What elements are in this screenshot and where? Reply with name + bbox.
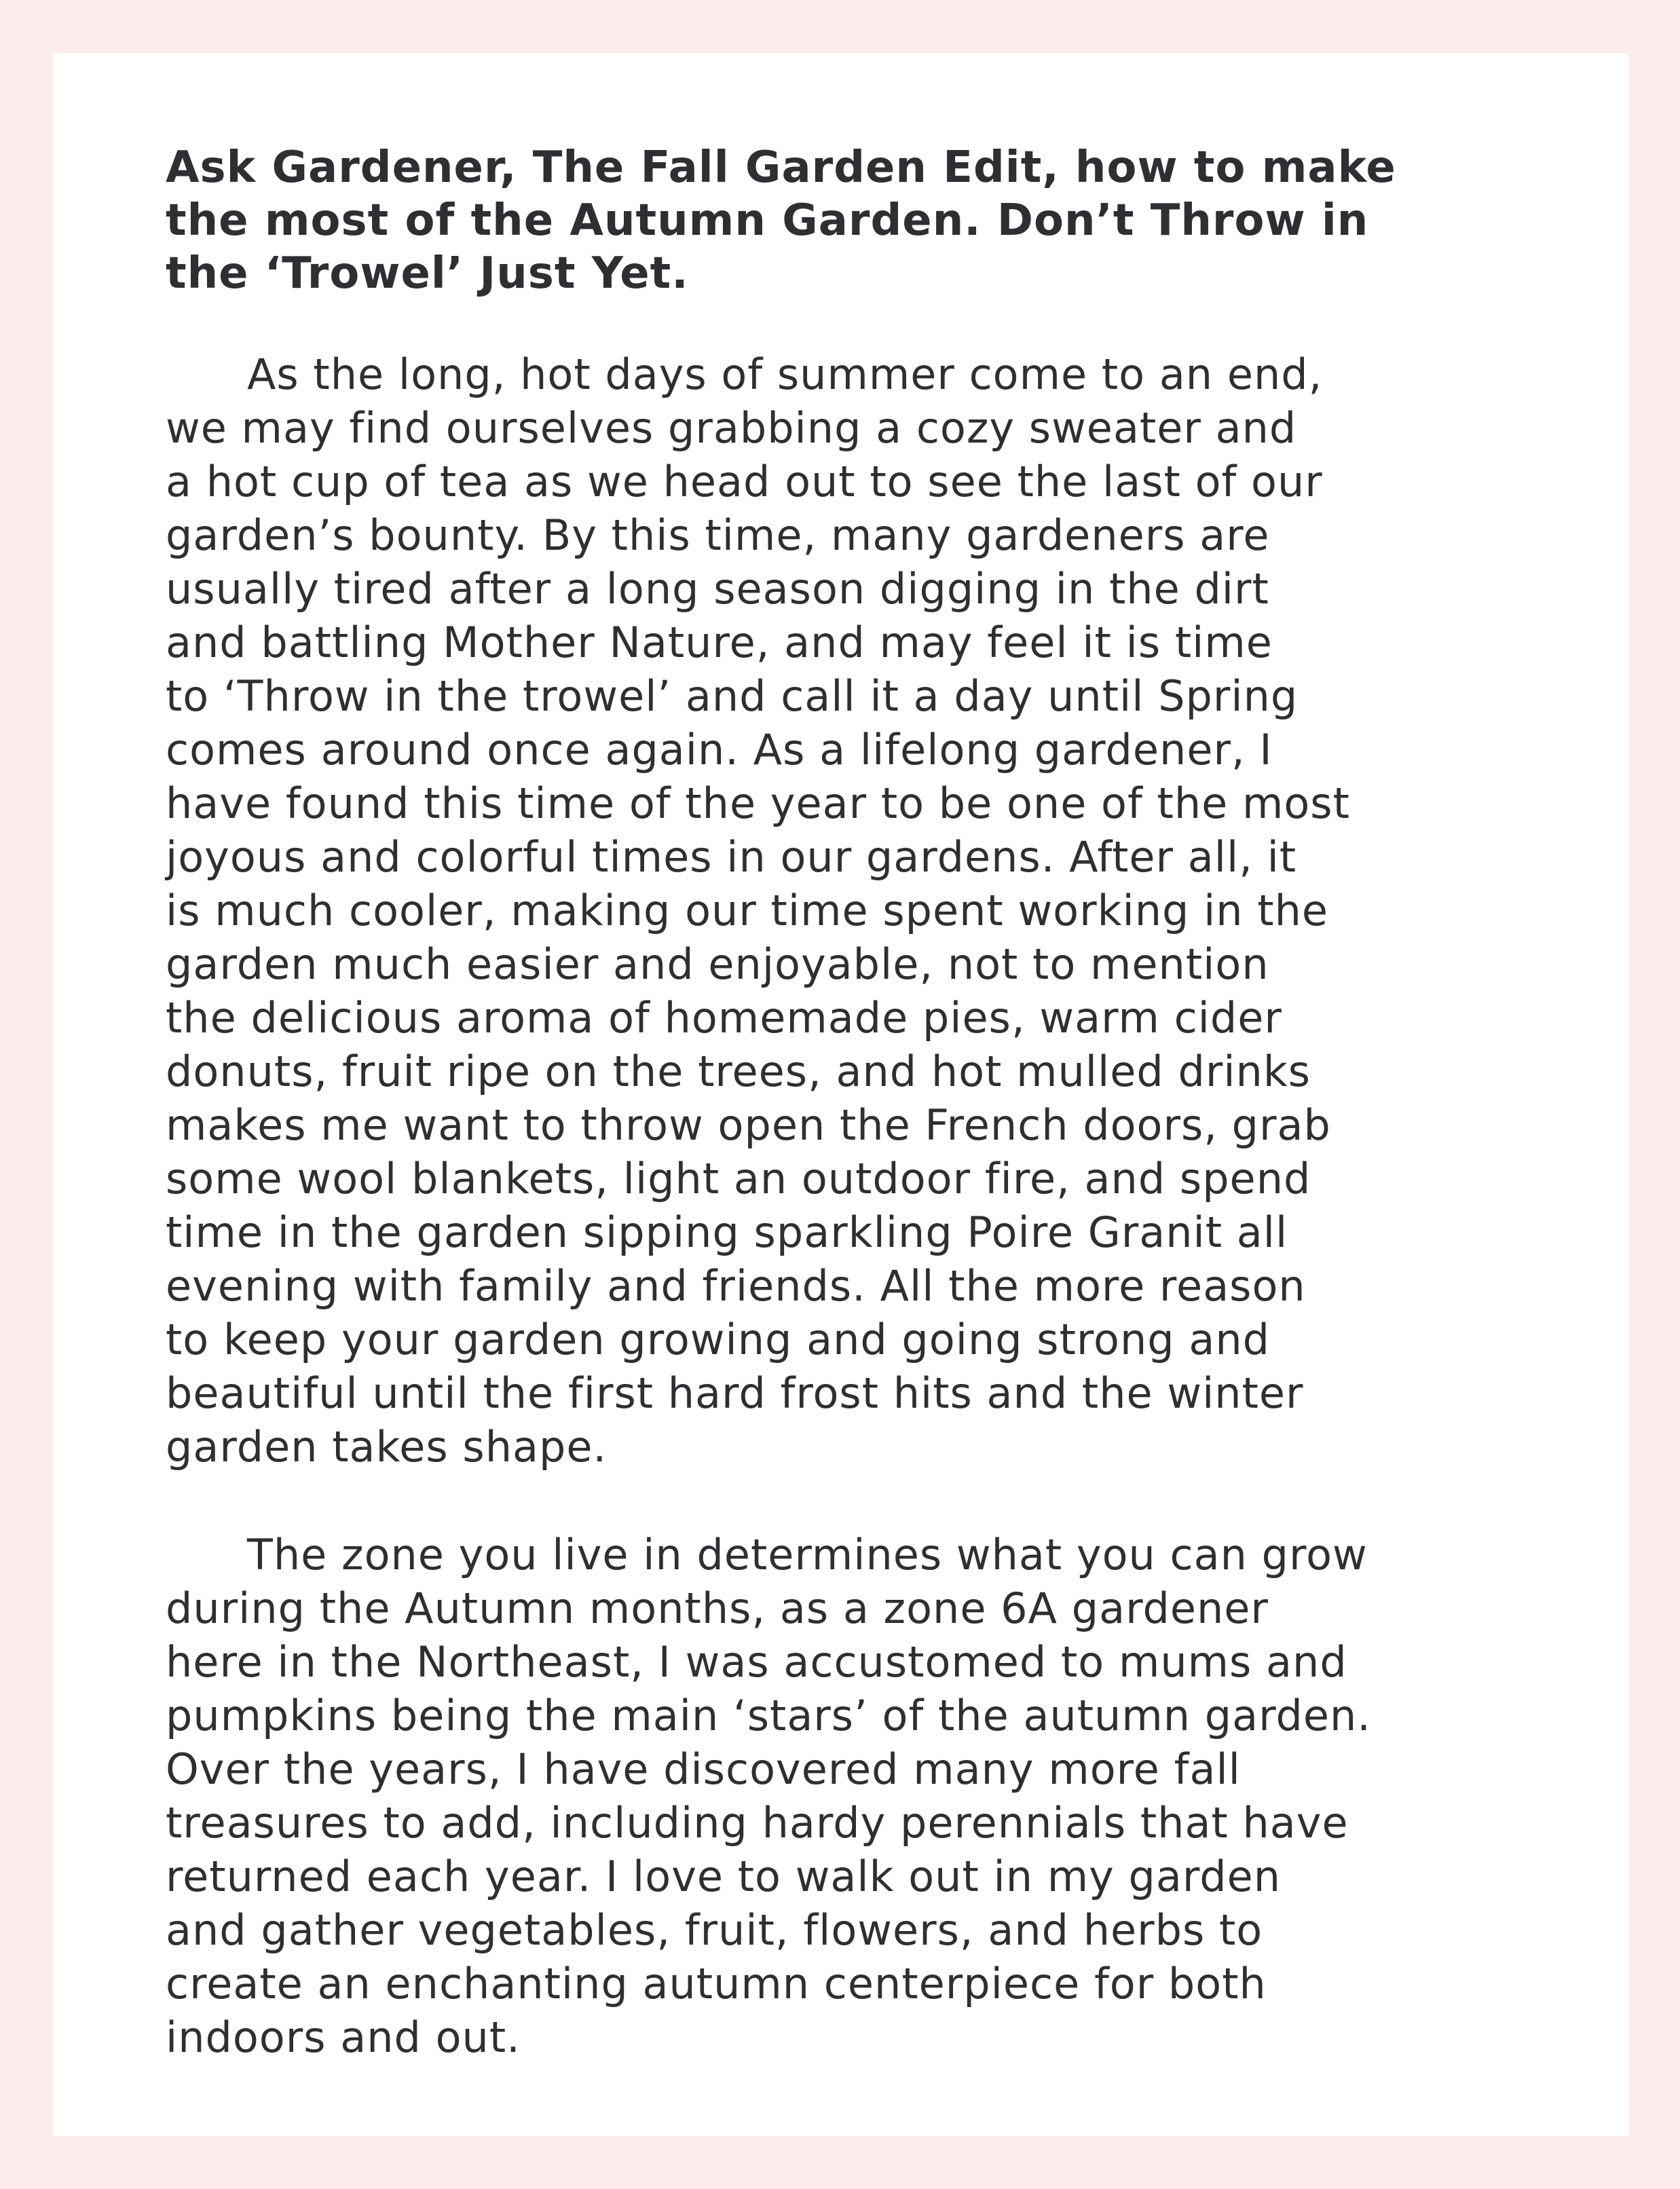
paragraph-line: a hot cup of tea as we head out to see the last of our [166, 457, 1323, 506]
article-paragraph-2 [166, 1528, 1598, 2064]
paragraph-line [166, 1528, 1598, 1582]
paragraph-line: here in the Northeast, I was accustomed to mums and [166, 1637, 1347, 1687]
headline-line: the most of the Autumn Garden. Don’t Throw in [166, 195, 1369, 246]
headline-line: the ‘Trowel’ Just Yet. [166, 248, 689, 299]
paragraph-line: time in the garden sipping sparkling Poire Granit all [166, 1208, 1288, 1257]
paragraph-line: create an enchanting autumn centerpiece for both [166, 1959, 1267, 2008]
paragraph-line: and gather vegetables, fruit, flowers, and herbs to [166, 1905, 1263, 1955]
paragraph-line: have found this time of the year to be one of the most [166, 779, 1350, 828]
paragraph-line: makes me want to throw open the French doors, grab [166, 1100, 1331, 1150]
paragraph-line: pumpkins being the main ‘stars’ of the autumn garden. [166, 1691, 1371, 1740]
paragraph-line: some wool blankets, light an outdoor fire, and spend [166, 1154, 1311, 1203]
paragraph-line: treasures to add, including hardy perennials that have [166, 1798, 1349, 1848]
article-headline [166, 141, 1550, 300]
paragraph-line: evening with family and friends. All the more reason [166, 1261, 1306, 1311]
paragraph-line: usually tired after a long season digging in the dirt [166, 564, 1269, 614]
paragraph-line: garden’s bounty. By this time, many gardeners are [166, 510, 1270, 560]
paragraph-line: beautiful until the first hard frost hits and the winter [166, 1368, 1304, 1418]
paragraph-line: joyous and colorful times in our gardens. After all, it [166, 832, 1297, 882]
paragraph-line: to ‘Throw in the trowel’ and call it a day until Spring [166, 671, 1299, 721]
paragraph-line: garden much easier and enjoyable, not to mention [166, 939, 1269, 989]
paragraph-line: is much cooler, making our time spent working in the [166, 886, 1329, 935]
paragraph-line: the delicious aroma of homemade pies, warm cider [166, 993, 1282, 1043]
paragraph-line: garden takes shape. [166, 1422, 608, 1472]
paragraph-line: Over the years, I have discovered many more fall [166, 1744, 1241, 1794]
paragraph-line [166, 348, 1598, 401]
headline-line: Ask Gardener, The Fall Garden Edit, how to make [166, 143, 1396, 193]
paragraph-line-text: As the long, hot days of summer come to an end, [247, 350, 1323, 399]
article-paragraph-1 [166, 348, 1598, 1474]
paragraph-line: during the Autumn months, as a zone 6A gardener [166, 1584, 1269, 1633]
paragraph-line: comes around once again. As a lifelong gardener, I [166, 725, 1273, 774]
paragraph-line: and battling Mother Nature, and may feel it is time [166, 618, 1273, 667]
paragraph-line: indoors and out. [166, 2013, 521, 2062]
paragraph-line: to keep your garden growing and going strong and [166, 1315, 1270, 1364]
paragraph-line: donuts, fruit ripe on the trees, and hot mulled drinks [166, 1047, 1311, 1096]
document-page [53, 53, 1629, 2136]
paragraph-line: returned each year. I love to walk out in my garden [166, 1852, 1282, 1901]
paragraph-line: we may find ourselves grabbing a cozy sweater and [166, 403, 1297, 453]
paragraph-line-text: The zone you live in determines what you can grow [247, 1530, 1368, 1579]
